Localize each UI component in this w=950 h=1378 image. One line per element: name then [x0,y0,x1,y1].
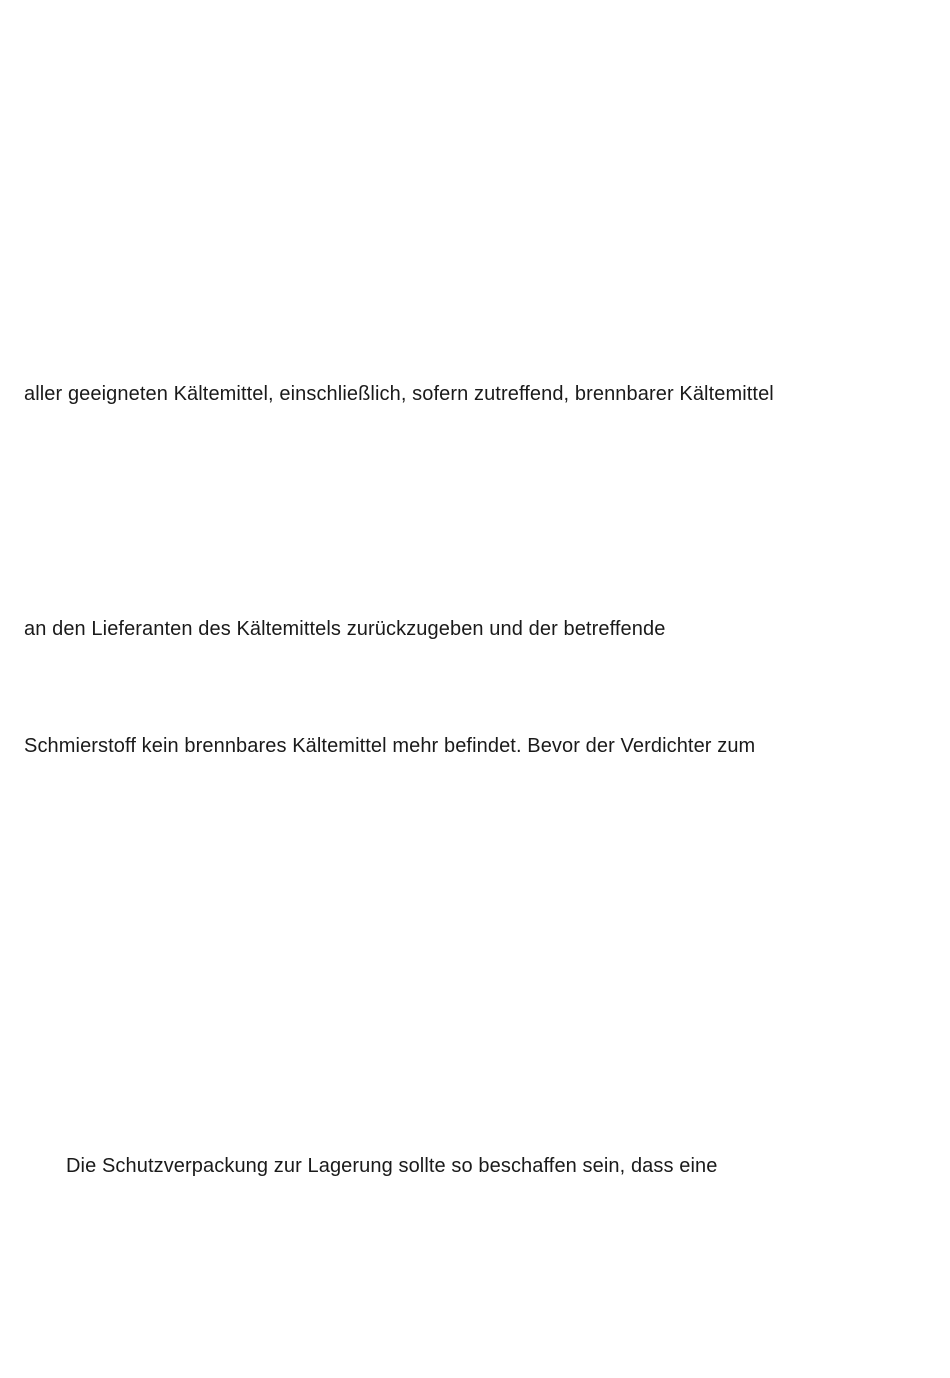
text-line-4: Die Schutzverpackung zur Lagerung sollte so beschaffen sein, dass eine [66,1155,718,1177]
text-line-3: Schmierstoff kein brennbares Kältemittel mehr befindet. Bevor der Verdichter zum [24,735,756,757]
text-line-2: an den Lieferanten des Kältemittels zurückzugeben und der betreffende [24,618,666,640]
text-line-1: aller geeigneten Kältemittel, einschließlich, sofern zutreffend, brennbarer Kältemittel [24,383,774,405]
